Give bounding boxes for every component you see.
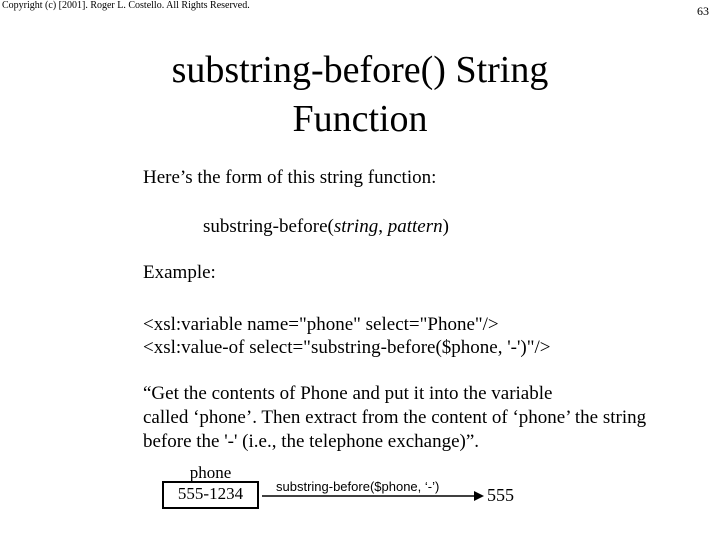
title-line-2: Function bbox=[292, 98, 428, 140]
signature-arg-pattern: pattern bbox=[387, 216, 443, 237]
explanation-line-1: “Get the contents of Phone and put it into the variable bbox=[143, 383, 553, 404]
function-signature bbox=[203, 215, 449, 239]
signature-suffix: ) bbox=[442, 216, 449, 237]
signature-arg-string: string bbox=[333, 216, 379, 237]
phone-variable-value: 555-1234 bbox=[177, 484, 244, 503]
page-number: 63 bbox=[697, 4, 709, 18]
phone-variable-label: phone bbox=[189, 463, 232, 482]
explanation-line-2: called ‘phone’. Then extract from the content of ‘phone’ the string bbox=[143, 407, 647, 428]
example-label: Example: bbox=[143, 262, 216, 283]
arrow-label: substring-before($phone, ‘-’) bbox=[276, 479, 440, 494]
explanation-line-3: before the '-' (i.e., the telephone exchange)”. bbox=[143, 431, 480, 452]
slide-title bbox=[0, 46, 720, 144]
intro-text: Here’s the form of this string function: bbox=[143, 167, 437, 188]
title-line-1: substring-before() String bbox=[171, 49, 549, 91]
copyright-notice: Copyright (c) [2001]. Roger L. Costello. All Rights Reserved. bbox=[2, 0, 250, 11]
signature-prefix: substring-before( bbox=[203, 216, 334, 237]
signature-separator: , bbox=[378, 216, 388, 237]
code-line-value-of: <xsl:value-of select="substring-before($phone, '-')"/> bbox=[143, 337, 551, 358]
result-value: 555 bbox=[487, 485, 514, 505]
code-line-variable: <xsl:variable name="phone" select="Phone"/> bbox=[143, 314, 499, 335]
